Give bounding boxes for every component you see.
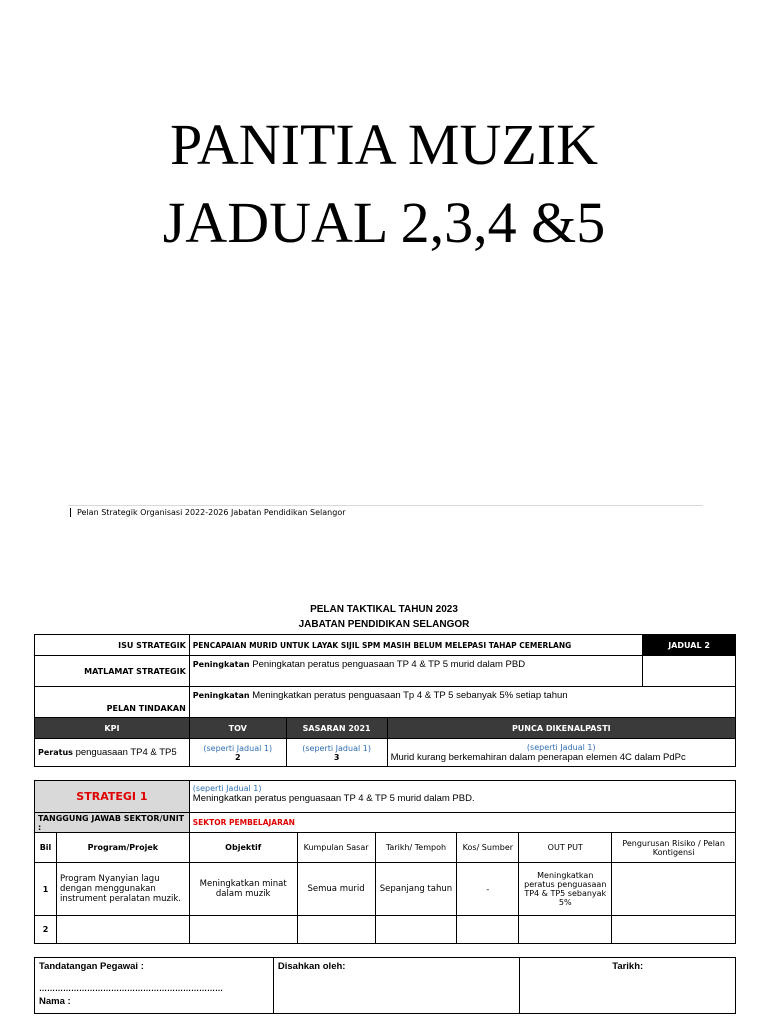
pelan-value: Meningkatkan peratus penguasaan Tp 4 & TP 5 sebanyak 5% setiap tahun [252, 690, 568, 701]
matlamat-label: MATLAMAT STRATEGIK [35, 656, 190, 687]
col-kos: Kos/ Sumber [457, 833, 519, 863]
signature-table [34, 957, 736, 1014]
tanggung-jawab-value: SEKTOR PEMBELAJARAN [189, 813, 735, 833]
row-tarikh: Sepanjang tahun [375, 863, 457, 916]
kpi-header: KPI [35, 718, 190, 739]
row-kos: - [457, 863, 519, 916]
jadual-badge: JADUAL 2 [643, 635, 736, 656]
cover-title-line1: PANITIA MUZIK [169, 112, 599, 177]
pelan-label: PELAN TINDAKAN [35, 687, 190, 718]
plan-heading: PELAN TAKTIKAL TAHUN 2023 [310, 604, 458, 615]
strategi-cell [189, 781, 735, 813]
strategy-detail-table [34, 780, 736, 944]
tanggung-jawab-label: TANGGUNG JAWAB SEKTOR/UNIT : [35, 813, 190, 833]
sasaran-note: (seperti Jadual 1) [302, 743, 371, 753]
isu-value: PENCAPAIAN MURID UNTUK LAYAK SIJIL SPM MASIH BELUM MELEPASI TAHAP CEMERLANG [189, 635, 642, 656]
footer-bar [70, 508, 71, 517]
kpi-bold: Peratus [38, 748, 73, 757]
col-kumpulan: Kumpulan Sasar [297, 833, 375, 863]
signature-cell [35, 958, 274, 1014]
tarikh-label: Tarikh: [520, 958, 736, 1014]
strategy-table [34, 634, 736, 767]
footer-divider [68, 505, 703, 506]
punca-note: (seperti Jadual 1) [526, 742, 596, 752]
row-program: Program Nyanyian lagu dengan menggunakan instrument peralatan muzik. [56, 863, 189, 916]
pelan-cell [189, 687, 735, 718]
row-risiko [612, 863, 736, 916]
col-objektif: Objektif [189, 833, 297, 863]
page-footer [70, 508, 346, 517]
table-row [35, 863, 736, 916]
punca-header: PUNCA DIKENALPASTI [387, 718, 735, 739]
row-bil: 1 [35, 863, 57, 916]
matlamat-cell [189, 656, 642, 687]
tov-value: 2 [234, 752, 241, 762]
plan-subheading: JABATAN PENDIDIKAN SELANGOR [298, 619, 470, 630]
matlamat-bold: Peningkatan [192, 660, 250, 669]
matlamat-value: Peningkatan peratus penguasaan TP 4 & TP 5 murid dalam PBD [252, 659, 526, 670]
pelan-bold: Peningkatan [192, 691, 250, 700]
row-risiko [612, 916, 736, 944]
row-program [56, 916, 189, 944]
cover-title-line2: JADUAL 2,3,4 &5 [162, 190, 606, 255]
sasaran-cell [286, 739, 387, 767]
col-output: OUT PUT [519, 833, 612, 863]
tov-cell [189, 739, 286, 767]
disahkan-label: Disahkan oleh: [273, 958, 520, 1014]
row-output [519, 916, 612, 944]
tandatangan-label: Tandatangan Pegawai : [39, 961, 144, 972]
row-objektif [189, 916, 297, 944]
col-tarikh: Tarikh/ Tempoh [375, 833, 457, 863]
strategi-note: (seperti Jadual 1) [192, 784, 262, 793]
isu-label: ISU STRATEGIK [35, 635, 190, 656]
col-risiko: Pengurusan Risiko / Pelan Kontigensi [612, 833, 736, 863]
row-output: Meningkatkan peratus penguasaan TP4 & TP5 sebanyak 5% [519, 863, 612, 916]
punca-cell [387, 739, 735, 767]
strategi-value: Meningkatkan peratus penguasaan TP 4 & TP 5 murid dalam PBD. [192, 793, 475, 804]
col-program: Program/Projek [56, 833, 189, 863]
tov-header: TOV [189, 718, 286, 739]
row-kumpulan: Semua murid [297, 863, 375, 916]
punca-value: Murid kurang berkemahiran dalam penerapan elemen 4C dalam PdPc [390, 751, 686, 763]
nama-label: Nama : [39, 996, 71, 1007]
sasaran-value: 3 [333, 752, 340, 762]
row-bil: 2 [35, 916, 57, 944]
kpi-value: penguasaan TP4 & TP5 [75, 747, 177, 758]
row-tarikh [375, 916, 457, 944]
footer-text: Pelan Strategik Organisasi 2022-2026 Jabatan Pendidikan Selangor [77, 508, 346, 517]
signature-dots: …………………………………………………………… [39, 984, 223, 993]
sasaran-header: SASARAN 2021 [286, 718, 387, 739]
row-objektif: Meningkatkan minat dalam muzik [189, 863, 297, 916]
kpi-cell [35, 739, 190, 767]
row-kos [457, 916, 519, 944]
tov-note: (seperti Jadual 1) [203, 743, 273, 753]
empty-cell [643, 656, 736, 687]
row-kumpulan [297, 916, 375, 944]
table-row [35, 916, 736, 944]
col-bil: Bil [35, 833, 57, 863]
strategi-label: STRATEGI 1 [35, 781, 190, 813]
